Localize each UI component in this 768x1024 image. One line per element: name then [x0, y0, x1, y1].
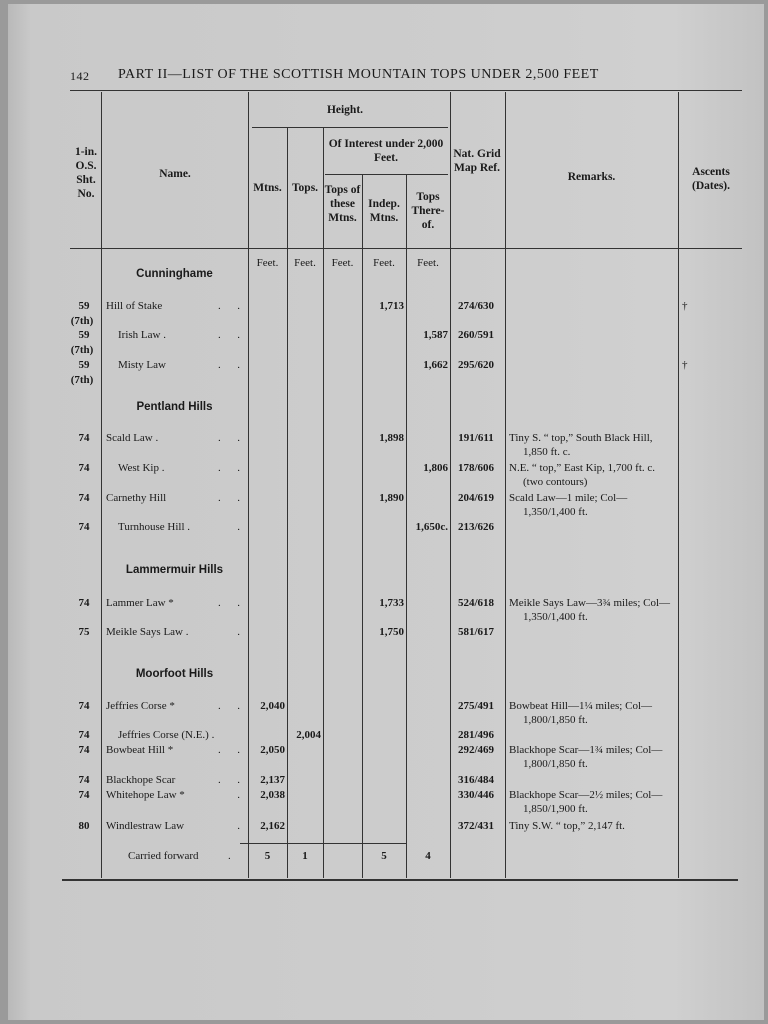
sheet-number: 74 [78, 492, 90, 504]
height-indep: 1,713 [379, 300, 404, 312]
grid-ref: 372/431 [457, 820, 495, 832]
height-indep: 1,898 [379, 432, 404, 444]
ascent-mark: † [682, 359, 688, 371]
grid-ref: 275/491 [457, 700, 495, 712]
header-indep: Indep. Mtns. [368, 198, 400, 224]
mountain-name: Irish Law . [118, 329, 166, 341]
column-divider [505, 92, 506, 878]
leader-dots: . . [218, 300, 240, 312]
leader-dots: . [237, 521, 240, 533]
height-mtns: 2,038 [260, 789, 285, 801]
column-divider [678, 92, 679, 878]
header-name: Name. [159, 168, 191, 180]
grid-ref: 295/620 [457, 359, 495, 371]
mountain-name: Scald Law . [106, 432, 159, 444]
sheet-number: 74 [78, 729, 90, 741]
sheet-number: 59 [78, 329, 90, 341]
height-tops: 2,004 [296, 729, 321, 741]
sheet-number: 74 [78, 462, 90, 474]
unit-label: Feet. [294, 257, 316, 269]
unit-label: Feet. [256, 257, 279, 269]
ascent-mark: † [682, 300, 688, 312]
page-title: PART II—LIST OF THE SCOTTISH MOUNTAIN TOPS UNDER 2,500 FEET [118, 67, 599, 82]
remarks: Tiny S. “ top,” South Black Hill, 1,850 ft. c. [509, 432, 653, 458]
sheet-number: 74 [78, 744, 90, 756]
mountain-name: Meikle Says Law . [106, 626, 189, 638]
grid-ref: 274/630 [457, 300, 495, 312]
unit-label: Feet. [331, 257, 354, 269]
remarks: N.E. “ top,” East Kip, 1,700 ft. c. (two contours) [509, 462, 656, 488]
section-heading: Lammermuir Hills [125, 564, 224, 576]
mountain-name: Bowbeat Hill * [106, 744, 174, 756]
grid-ref: 191/611 [458, 432, 494, 444]
sheet-number: 74 [78, 597, 90, 609]
sheet-number: 59 [78, 359, 90, 371]
header-height: Height. [326, 104, 364, 116]
leader-dots: . [237, 789, 240, 801]
grid-ref: 316/484 [457, 774, 495, 786]
grid-ref: 213/626 [457, 521, 495, 533]
column-divider [362, 175, 363, 878]
mountain-name: Jeffries Corse * [106, 700, 175, 712]
mountain-name: Turnhouse Hill . [118, 521, 191, 533]
mountain-name: Lammer Law * [106, 597, 174, 609]
height-tth: 1,662 [423, 359, 448, 371]
table-top-rule [70, 90, 742, 91]
unit-label: Feet. [417, 257, 439, 269]
leader-dots: . . [218, 432, 240, 444]
grid-ref: 292/469 [457, 744, 495, 756]
total-mtns: 5 [264, 850, 271, 862]
header-ascents: Ascents (Dates). [692, 166, 730, 192]
leader-dots: . . [218, 462, 240, 474]
column-divider [287, 128, 288, 878]
header-tops: Tops. [291, 182, 319, 194]
mountain-name: Jeffries Corse (N.E.) . [118, 729, 215, 741]
unit-label: Feet. [373, 257, 395, 269]
section-heading: Pentland Hills [136, 401, 213, 413]
height-mtns: 2,040 [260, 700, 285, 712]
column-divider [101, 92, 102, 878]
header-of-interest: Of Interest under 2,000 Feet. [328, 138, 444, 164]
leader-dots: . . [218, 744, 240, 756]
header-tops-thereof: Tops There-of. [411, 191, 445, 231]
totals-rule [240, 843, 406, 844]
mountain-name: Misty Law [118, 359, 166, 371]
header-grid: Nat. Grid Map Ref. [453, 148, 501, 174]
sheet-number: 74 [78, 700, 90, 712]
remarks: Blackhope Scar—2½ miles; Col—1,850/1,900 ft. [509, 789, 663, 815]
table-bottom-rule [62, 879, 738, 881]
mountain-name: Whitehope Law * [106, 789, 185, 801]
sheet-edition: (7th) [70, 315, 94, 327]
sheet-number: 75 [78, 626, 90, 638]
grid-ref: 178/606 [457, 462, 495, 474]
mountain-name: West Kip . [118, 462, 165, 474]
grid-ref: 260/591 [457, 329, 495, 341]
sheet-edition: (7th) [70, 374, 94, 386]
height-indep: 1,750 [379, 626, 404, 638]
header-bottom-rule [70, 248, 742, 249]
remarks: Blackhope Scar—1¾ miles; Col—1,800/1,850 ft. [509, 744, 663, 770]
height-tth: 1,587 [423, 329, 448, 341]
remarks: Scald Law—1 mile; Col—1,350/1,400 ft. [509, 492, 628, 518]
sheet-number: 80 [78, 820, 90, 832]
sheet-number: 74 [78, 521, 90, 533]
mountain-name: Carnethy Hill [106, 492, 167, 504]
header-mtns: Mtns. [253, 182, 282, 194]
height-indep: 1,890 [379, 492, 404, 504]
section-heading: Moorfoot Hills [135, 668, 214, 680]
leader-dots: . [237, 626, 240, 638]
leader-dots: . . [218, 329, 240, 341]
column-divider [450, 92, 451, 878]
leader-dots: . . [218, 700, 240, 712]
sheet-number: 74 [78, 789, 90, 801]
sheet-number: 59 [78, 300, 90, 312]
book-page [8, 4, 764, 1020]
height-rule [252, 127, 448, 128]
sheet-edition: (7th) [70, 344, 94, 356]
header-remarks: Remarks. [567, 171, 616, 183]
mountain-name: Hill of Stake [106, 300, 163, 312]
leader-dots: . . [218, 774, 240, 786]
grid-ref: 330/446 [457, 789, 495, 801]
leader-dots: . [228, 850, 231, 862]
column-divider [248, 92, 249, 878]
total-indep: 5 [381, 850, 387, 862]
leader-dots: . . [218, 359, 240, 371]
page-number: 142 [70, 69, 90, 83]
total-tth: 4 [425, 850, 431, 862]
section-heading: Cunninghame [136, 268, 213, 280]
remarks: Bowbeat Hill—1¼ miles; Col—1,800/1,850 ft. [509, 700, 652, 726]
carried-forward-label: Carried forward [128, 850, 199, 862]
height-indep: 1,733 [379, 597, 404, 609]
remarks: Tiny S.W. “ top,” 2,147 ft. [509, 820, 625, 832]
grid-ref: 281/496 [457, 729, 495, 741]
column-divider [323, 128, 324, 878]
leader-dots: . . [218, 492, 240, 504]
leader-dots: . . [218, 597, 240, 609]
grid-ref: 204/619 [457, 492, 495, 504]
grid-ref: 524/618 [457, 597, 495, 609]
total-tops: 1 [302, 850, 308, 862]
height-tth: 1,806 [423, 462, 448, 474]
height-mtns: 2,050 [260, 744, 285, 756]
interest-rule [325, 174, 448, 175]
mountain-name: Windlestraw Law [106, 820, 185, 832]
header-sheet: 1-in. O.S. Sht. No. [74, 146, 98, 200]
remarks: Meikle Says Law—3¾ miles; Col—1,350/1,400 ft. [509, 597, 671, 623]
sheet-number: 74 [78, 432, 90, 444]
height-mtns: 2,162 [260, 820, 285, 832]
height-mtns: 2,137 [260, 774, 285, 786]
header-tops-of-these: Tops of these Mtns. [324, 184, 361, 224]
sheet-number: 74 [78, 774, 90, 786]
mountain-name: Blackhope Scar [106, 774, 176, 786]
grid-ref: 581/617 [457, 626, 495, 638]
height-tth: 1,650c. [415, 521, 448, 533]
leader-dots: . [237, 820, 240, 832]
